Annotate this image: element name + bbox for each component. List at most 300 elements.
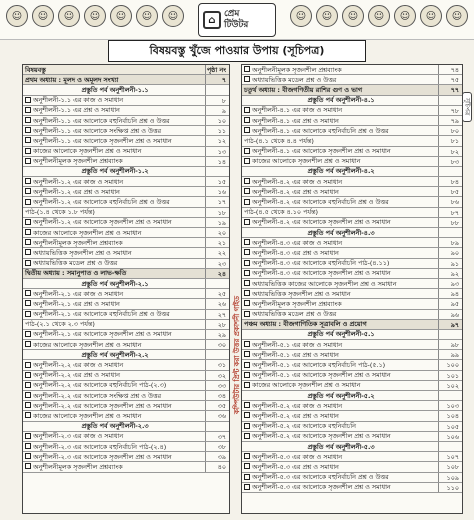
- checkbox-icon: [25, 249, 31, 255]
- toc-entry-text: [242, 177, 438, 187]
- page-number: ১০১: [438, 371, 462, 380]
- toc-entry-label: প্রস্তুতি পর্ব অনুশীলনী-১.১: [81, 85, 149, 94]
- toc-entry-label: অধ্যায়ভিত্তিক সৃজনশীল প্রশ্ন ও সমাধান: [252, 289, 351, 298]
- toc-row: [242, 218, 462, 228]
- toc-entry-label: প্রস্তুতি পর্ব অনুশীলনী-৪.২: [307, 167, 375, 176]
- toc-entry-label: অনুশীলনী-৪.১ এর প্রশ্ন ও সমাধান: [252, 116, 339, 125]
- toc-entry-label: অনুশীলনী-১.২ এর আলোকে সৃজনশীল প্রশ্ন ও সমাধান: [33, 218, 172, 227]
- page-number: ১০৩: [438, 401, 462, 410]
- checkbox-icon: [25, 372, 31, 378]
- toc-entry-text: [23, 269, 205, 279]
- checkbox-icon: [25, 443, 31, 449]
- toc-entry-label: পাঠ-(২.১ থেকে ২.৩ পর্যন্ত): [25, 320, 95, 329]
- toc-entry-label: অনুশীলনী-৫.২ এর আলোকে সৃজনশীল প্রশ্ন ও সমাধান: [252, 432, 391, 441]
- page-number: ১৮: [205, 208, 229, 217]
- page-number: ১০৬: [438, 432, 462, 441]
- checkbox-icon: [244, 423, 250, 429]
- page-number: ৮৬: [438, 197, 462, 206]
- page-number: ২৩: [205, 259, 229, 268]
- toc-row: [23, 432, 229, 442]
- page-number: ১০৭: [438, 452, 462, 461]
- toc-entry-label: প্রস্তুতি পর্ব অনুশীলনী-১.২: [81, 167, 149, 176]
- toc-row: [23, 208, 229, 218]
- checkbox-icon: [244, 463, 250, 469]
- toc-entry-label: অনুশীলনীমূলক সৃজনশীল প্রশ্নব্যাংক: [252, 65, 342, 74]
- checkbox-icon: [25, 300, 31, 306]
- page-number: ১১০: [438, 483, 462, 492]
- smiley-icon: ☺: [6, 5, 28, 27]
- toc-entry-label: চতুর্থ অধ্যায় : বীজগণিতীয় রাশির গুণ ও ভাগ: [244, 85, 363, 94]
- page-number: ১৪: [205, 157, 229, 166]
- toc-row: [23, 381, 229, 391]
- toc-row: [242, 401, 462, 411]
- page-number: ১০৯: [438, 473, 462, 482]
- page-number: ৯৪: [438, 289, 462, 298]
- section-row: [23, 167, 229, 177]
- toc-row: [242, 310, 462, 320]
- page-number: ৯০: [438, 248, 462, 257]
- cartoon-faces-left: [6, 5, 184, 27]
- toc-row: [242, 279, 462, 289]
- page-number: ৯৭: [438, 320, 462, 329]
- toc-entry-label: অনুশীলনী-২.২ এর আলোকে বহুনির্বাচনি পাঠ-(২.৩): [33, 381, 167, 390]
- toc-entry-label: অনুশীলনী-৫.৩ এর আলোকে সৃজনশীল প্রশ্ন ও সমাধান: [252, 483, 391, 492]
- page-number: ২১: [205, 238, 229, 247]
- smiley-icon: ☺: [162, 5, 184, 27]
- toc-entry-text: [242, 299, 438, 309]
- toc-entry-label: কাজের আলোকে সৃজনশীল প্রশ্ন ও সমাধান: [33, 228, 142, 237]
- toc-entry-text: [23, 228, 205, 238]
- page-number: ৮৮: [438, 218, 462, 227]
- checkbox-icon: [244, 239, 250, 245]
- toc-entry-label: অধ্যায়ভিত্তিক মডেল প্রশ্ন ও উত্তর: [33, 259, 118, 268]
- smiley-icon: ☺: [32, 5, 54, 27]
- toc-entry-text: [23, 147, 205, 157]
- chapter-row: [242, 320, 462, 330]
- page-number: ২৪: [205, 269, 229, 278]
- page-number: ৭৯: [438, 116, 462, 125]
- section-row: [23, 279, 229, 289]
- page-number: ৯৫: [438, 299, 462, 308]
- checkbox-icon: [25, 117, 31, 123]
- checkbox-icon: [244, 188, 250, 194]
- toc-entry-text: [23, 197, 205, 207]
- toc-entry-text: [23, 85, 205, 95]
- toc-entry-label: পাঠ-(৪.১ থেকে ৪.৪ পর্যন্ত): [244, 136, 314, 145]
- toc-entry-label: দ্বিতীয় অধ্যায় : সমানুপাত ও লাভ-ক্ষতি: [25, 269, 127, 278]
- checkbox-icon: [244, 76, 250, 82]
- page-number: ১৫: [205, 177, 229, 186]
- page-number: ১৭: [205, 197, 229, 206]
- toc-entry-label: অনুশীলনী-১.১ এর কাজ ও সমাধান: [33, 96, 124, 105]
- toc-row: [242, 381, 462, 391]
- smiley-icon: ☺: [446, 5, 468, 27]
- toc-entry-text: [23, 157, 205, 167]
- toc-entry-text: [23, 187, 205, 197]
- toc-entry-text: [242, 116, 438, 126]
- checkbox-icon: [244, 351, 250, 357]
- toc-entry-label: পঞ্চম অধ্যায় : বীজগাণিতিক সূত্রাবলি ও প্রয়োগ: [244, 320, 367, 329]
- checkbox-icon: [244, 300, 250, 306]
- checkbox-icon: [25, 311, 31, 317]
- toc-row: [23, 259, 229, 269]
- toc-row: [242, 299, 462, 309]
- page-number: ১১: [205, 126, 229, 135]
- toc-entry-text: [23, 381, 205, 391]
- page-number: ১৯: [205, 218, 229, 227]
- toc-entry-label: অনুশীলনী-১.২ এর প্রশ্ন ও সমাধান: [33, 187, 120, 196]
- toc-entry-label: অনুশীলনীমূলক সৃজনশীল প্রশ্নব্যাংক: [33, 157, 123, 166]
- page-number: ৩০: [205, 340, 229, 349]
- toc-row: [242, 360, 462, 370]
- page-number: ১০৫: [438, 422, 462, 431]
- section-row: [242, 391, 462, 401]
- toc-row: [23, 401, 229, 411]
- toc-row: [242, 411, 462, 421]
- toc-row: [23, 96, 229, 106]
- checkbox-icon: [244, 107, 250, 113]
- section-row: [23, 422, 229, 432]
- toc-entry-label: প্রস্তুতি পর্ব অনুশীলনী-৫.২: [307, 391, 375, 400]
- toc-entry-label: কাজের আলোকে সৃজনশীল প্রশ্ন ও সমাধান: [252, 157, 361, 166]
- smiley-icon: ☺: [420, 5, 442, 27]
- toc-entry-text: [242, 422, 438, 432]
- smiley-icon: ☺: [394, 5, 416, 27]
- toc-entry-text: [242, 371, 438, 381]
- page-number: ২৫: [205, 289, 229, 298]
- page-number: ২২: [205, 248, 229, 257]
- section-row: [23, 85, 229, 95]
- page-number: ৩৯: [205, 452, 229, 461]
- toc-entry-text: [23, 401, 205, 411]
- checkbox-icon: [25, 402, 31, 408]
- checkbox-icon: [25, 97, 31, 103]
- toc-entry-label: অনুশীলনী-৫.২ এর আলোকে বহুনির্বাচনি: [252, 422, 356, 431]
- toc-entry-label: প্রস্তুতি পর্ব অনুশীলনী-২.২: [81, 350, 149, 359]
- smiley-icon: ☺: [368, 5, 390, 27]
- toc-entry-label: কাজের আলোকে সৃজনশীল প্রশ্ন ও সমাধান: [252, 381, 361, 390]
- toc-entry-text: [23, 136, 205, 146]
- toc-entry-label: অধ্যায়ভিত্তিক মডেল প্রশ্ন ও উত্তর: [252, 75, 337, 84]
- page-number: ১০০: [438, 360, 462, 369]
- page-number: ১০৮: [438, 462, 462, 471]
- toc-entry-text: [23, 360, 205, 370]
- toc-right-column: [241, 64, 463, 514]
- toc-row: [242, 126, 462, 136]
- page-number: ১৬: [205, 187, 229, 196]
- toc-entry-text: [242, 330, 438, 340]
- checkbox-icon: [25, 199, 31, 205]
- toc-entry-text: [23, 238, 205, 248]
- checkbox-icon: [25, 148, 31, 154]
- toc-entry-label: অনুশীলনী-২.১ এর আলোকে বহুনির্বাচনি প্রশ্ন ও উত্তর: [33, 310, 170, 319]
- toc-entry-label: অনুশীলনী-৪.৩ এর আলোকে সৃজনশীল প্রশ্ন ও সমাধান: [252, 269, 391, 278]
- toc-row: [242, 147, 462, 157]
- toc-entry-text: [242, 442, 438, 452]
- toc-row: [23, 360, 229, 370]
- checkbox-icon: [244, 148, 250, 154]
- toc-entry-label: অনুশীলনী-৪.২ এর কাজ ও সমাধান: [252, 177, 343, 186]
- toc-row: [23, 391, 229, 401]
- table-header-row: [23, 65, 229, 75]
- spine-text: কম্পিউটার প্রিন্ট করা উত্তর প্রকাশনী গাইড: [233, 295, 241, 415]
- page-number: ৩৩: [205, 381, 229, 390]
- toc-entry-label: অনুশীলনী-২.১ এর কাজ ও সমাধান: [33, 289, 124, 298]
- toc-row: [23, 299, 229, 309]
- toc-entry-text: [242, 167, 438, 177]
- toc-entry-label: অনুশীলনীমূলক সৃজনশীল প্রশ্নব্যাংক: [33, 238, 123, 247]
- section-row: [242, 228, 462, 238]
- toc-entry-label: অনুশীলনী-২.৩ এর আলোকে বহুনির্বাচনি পাঠ-(২.৪): [33, 442, 167, 451]
- toc-entry-text: [242, 401, 438, 411]
- toc-entry-text: [23, 248, 205, 258]
- toc-entry-label: অনুশীলনী-২.৩ এর আলোকে সৃজনশীল প্রশ্ন ও সমাধান: [33, 452, 172, 461]
- page-number: ৮৪: [438, 177, 462, 186]
- toc-entry-text: [23, 391, 205, 401]
- toc-entry-label: অনুশীলনী-২.২ এর কাজ ও সমাধান: [33, 361, 124, 370]
- toc-row: [242, 208, 462, 218]
- toc-row: [242, 116, 462, 126]
- toc-entry-text: [23, 65, 205, 75]
- page-number: ৭: [205, 75, 229, 84]
- toc-entry-label: অনুশীলনী-৪.৩ এর কাজ ও সমাধান: [252, 238, 343, 247]
- toc-entry-label: অনুশীলনী-২.২ এর প্রশ্ন ও সমাধান: [33, 371, 120, 380]
- checkbox-icon: [25, 158, 31, 164]
- toc-entry-text: [242, 96, 438, 106]
- toc-row: [23, 238, 229, 248]
- checkbox-icon: [25, 331, 31, 337]
- page-number: পৃষ্ঠা নং: [205, 65, 229, 74]
- toc-row: [242, 187, 462, 197]
- checkbox-icon: [244, 178, 250, 184]
- toc-entry-text: [242, 432, 438, 442]
- toc-row: [23, 228, 229, 238]
- toc-entry-text: [23, 310, 205, 320]
- toc-entry-text: [242, 391, 438, 401]
- toc-row: [23, 330, 229, 340]
- toc-row: [23, 177, 229, 187]
- toc-entry-label: প্রস্তুতি পর্ব অনুশীলনী-৪.১: [307, 96, 375, 105]
- logo-line-2: টিউটর: [224, 20, 249, 30]
- page-number: ২০: [205, 228, 229, 237]
- toc-entry-text: [23, 218, 205, 228]
- checkbox-icon: [25, 290, 31, 296]
- checkbox-icon: [244, 372, 250, 378]
- toc-entry-text: [23, 177, 205, 187]
- page-number: ৩৪: [205, 391, 229, 400]
- page-number: ২৮: [205, 320, 229, 329]
- toc-entry-label: অনুশীলনী-৫.৩ এর কাজ ও সমাধান: [252, 452, 343, 461]
- toc-row: [23, 462, 229, 472]
- page-number: [205, 350, 229, 359]
- page-number: ৮২: [438, 147, 462, 156]
- checkbox-icon: [244, 260, 250, 266]
- toc-row: [23, 187, 229, 197]
- toc-entry-text: [23, 330, 205, 340]
- toc-row: [242, 65, 462, 75]
- toc-entry-label: অনুশীলনী-৪.১ এর কাজ ও সমাধান: [252, 106, 343, 115]
- toc-entry-text: [242, 197, 438, 207]
- toc-entry-label: প্রস্তুতি পর্ব অনুশীলনী-২.৩: [81, 422, 149, 431]
- toc-entry-text: [242, 136, 438, 146]
- section-row: [242, 96, 462, 106]
- toc-entry-text: [242, 483, 438, 493]
- toc-row: [242, 350, 462, 360]
- page-number: ৯২: [438, 269, 462, 278]
- toc-entry-text: [242, 65, 438, 75]
- toc-entry-text: [242, 279, 438, 289]
- toc-entry-text: [242, 381, 438, 391]
- checkbox-icon: [244, 117, 250, 123]
- toc-entry-label: কাজের আলোকে সৃজনশীল প্রশ্ন ও সমাধান: [33, 340, 142, 349]
- toc-entry-label: অনুশীলনীমূলক সৃজনশীল প্রশ্নব্যাংক: [33, 462, 123, 471]
- toc-entry-text: [23, 259, 205, 269]
- toc-entry-label: প্রস্তুতি পর্ব অনুশীলনী-৪.৩: [307, 228, 375, 237]
- page-number: ৯৩: [438, 279, 462, 288]
- checkbox-icon: [244, 219, 250, 225]
- page-number: [438, 330, 462, 339]
- chapter-row: [23, 75, 229, 85]
- toc-entry-text: [242, 157, 438, 167]
- toc-entry-label: অধ্যায়ভিত্তিক মডেল প্রশ্ন ও উত্তর: [252, 310, 337, 319]
- toc-entry-label: অনুশীলনী-২.২ এর আলোকে সংক্ষিপ্ত প্রশ্ন ও উত্তর: [33, 391, 162, 400]
- checkbox-icon: [244, 127, 250, 133]
- toc-entry-label: অনুশীলনী-৫.১ এর আলোকে সৃজনশীল প্রশ্ন ও সমাধান: [252, 371, 391, 380]
- toc-entry-text: [23, 350, 205, 360]
- toc-entry-label: অনুশীলনী-৫.২ এর প্রশ্ন ও সমাধান: [252, 411, 339, 420]
- page-number: ১০৪: [438, 411, 462, 420]
- toc-entry-text: [23, 422, 205, 432]
- toc-entry-label: অনুশীলনী-৪.২ এর প্রশ্ন ও সমাধান: [252, 187, 339, 196]
- page-number: [438, 228, 462, 237]
- toc-entry-label: অধ্যায়ভিত্তিক কাজের আলোকে সৃজনশীল প্রশ্ন ও সমাধান: [252, 279, 397, 288]
- toc-entry-label: অনুশীলনী-৪.৩ এর প্রশ্ন ও সমাধান: [252, 248, 339, 257]
- page-number: ৭৭: [438, 85, 462, 94]
- checkbox-icon: [244, 484, 250, 490]
- page-number: ৩৬: [205, 411, 229, 420]
- toc-entry-label: অনুশীলনী-৪.২ এর আলোকে সৃজনশীল প্রশ্ন ও সমাধান: [252, 218, 391, 227]
- toc-entry-text: [242, 411, 438, 421]
- page-number: ৯১: [438, 259, 462, 268]
- checkbox-icon: [25, 239, 31, 245]
- toc-row: [242, 462, 462, 472]
- toc-entry-text: [23, 452, 205, 462]
- toc-entry-label: অনুশীলনী-১.১ এর প্রশ্ন ও সমাধান: [33, 106, 120, 115]
- toc-entry-label: প্রস্তুতি পর্ব অনুশীলনী-২.১: [81, 279, 149, 288]
- toc-row: [242, 483, 462, 493]
- checkbox-icon: [25, 362, 31, 368]
- checkbox-icon: [244, 341, 250, 347]
- page-number: ৮১: [438, 136, 462, 145]
- toc-row: [23, 136, 229, 146]
- page-number: ৮৫: [438, 187, 462, 196]
- toc-entry-text: [242, 208, 438, 218]
- toc-row: [242, 238, 462, 248]
- smiley-icon: ☺: [290, 5, 312, 27]
- toc-entry-label: অনুশীলনী-৪.২ এর আলোকে বহুনির্বাচনি প্রশ্ন ও উত্তর: [252, 198, 389, 207]
- toc-entry-text: [23, 411, 205, 421]
- toc-entry-text: [23, 126, 205, 136]
- side-tab: সূচিপত্র: [462, 92, 472, 122]
- toc-entry-label: অনুশীলনী-২.৩ এর কাজ ও সমাধান: [33, 432, 124, 441]
- toc-entry-text: [242, 452, 438, 462]
- toc-entry-text: [23, 116, 205, 126]
- toc-entry-label: পাঠ-(৪.৫ থেকে ৪.১০ পর্যন্ত): [244, 208, 318, 217]
- checkbox-icon: [244, 158, 250, 164]
- checkbox-icon: [25, 382, 31, 388]
- smiley-icon: ☺: [136, 5, 158, 27]
- toc-entry-text: [23, 340, 205, 350]
- toc-row: [23, 218, 229, 228]
- cartoon-faces-right: [290, 5, 468, 27]
- toc-row: [242, 157, 462, 167]
- toc-entry-label: অনুশীলনী-১.১ এর আলোকে সৃজনশীল প্রশ্ন ও সমাধান: [33, 136, 172, 145]
- chapter-row: [23, 269, 229, 279]
- toc-row: [23, 147, 229, 157]
- toc-entry-label: প্রথম অধ্যায় : মূলদ ও অমূলদ সংখ্যা: [25, 75, 119, 84]
- publisher-logo: [198, 3, 276, 37]
- page-number: ৯৮: [438, 340, 462, 349]
- page-number: ২৭: [205, 310, 229, 319]
- page-number: ৩১: [205, 360, 229, 369]
- toc-entry-text: [242, 126, 438, 136]
- toc-row: [242, 452, 462, 462]
- toc-entry-label: অনুশীলনী-১.২ এর আলোকে বহুনির্বাচনি প্রশ্ন ও উত্তর: [33, 198, 170, 207]
- toc-entry-text: [23, 299, 205, 309]
- toc-entry-text: [242, 248, 438, 258]
- toc-row: [23, 289, 229, 299]
- page-number: ৭৪: [438, 65, 462, 74]
- page-number: ৪০: [205, 462, 229, 471]
- toc-entry-label: অনুশীলনী-১.১ এর আলোকে বহুনির্বাচনি প্রশ্ন ও উত্তর: [33, 116, 170, 125]
- toc-row: [23, 126, 229, 136]
- header-banner: [0, 0, 474, 40]
- toc-entry-label: অধ্যায়ভিত্তিক সৃজনশীল প্রশ্ন ও সমাধান: [33, 248, 132, 257]
- toc-entry-text: [23, 320, 205, 330]
- section-row: [23, 350, 229, 360]
- toc-entry-label: পাঠ-(১.৪ থেকে ১.৮ পর্যন্ত): [25, 208, 95, 217]
- page-number: ৯: [205, 106, 229, 115]
- toc-entry-label: অনুশীলনী-১.১ এর আলোকে সংক্ষিপ্ত প্রশ্ন ও উত্তর: [33, 126, 162, 135]
- toc-entry-label: অনুশীলনী-৫.১ এর প্রশ্ন ও সমাধান: [252, 350, 339, 359]
- checkbox-icon: [25, 453, 31, 459]
- checkbox-icon: [244, 453, 250, 459]
- page-number: ২৬: [205, 299, 229, 308]
- page-number: ৮৩: [438, 157, 462, 166]
- toc-row: [242, 473, 462, 483]
- checkbox-icon: [25, 412, 31, 418]
- smiley-icon: ☺: [110, 5, 132, 27]
- page-number: ৮০: [438, 126, 462, 135]
- toc-entry-text: [242, 106, 438, 116]
- toc-entry-text: [242, 269, 438, 279]
- page-number: ৩২: [205, 371, 229, 380]
- toc-entry-text: [242, 350, 438, 360]
- page-number: ১৩: [205, 147, 229, 156]
- toc-entry-label: অনুশীলনী-২.১ এর আলোকে সৃজনশীল প্রশ্ন ও সমাধান: [33, 330, 172, 339]
- page-number: ৩৫: [205, 401, 229, 410]
- checkbox-icon: [25, 229, 31, 235]
- toc-entry-text: [242, 289, 438, 299]
- toc-entry-label: অনুশীলনী-২.১ এর প্রশ্ন ও সমাধান: [33, 299, 120, 308]
- toc-row: [242, 259, 462, 269]
- toc-entry-text: [242, 462, 438, 472]
- toc-entry-label: প্রস্তুতি পর্ব অনুশীলনী-৫.৩: [307, 442, 375, 451]
- toc-entry-text: [242, 473, 438, 483]
- checkbox-icon: [25, 107, 31, 113]
- toc-row: [242, 136, 462, 146]
- toc-entry-text: [23, 106, 205, 116]
